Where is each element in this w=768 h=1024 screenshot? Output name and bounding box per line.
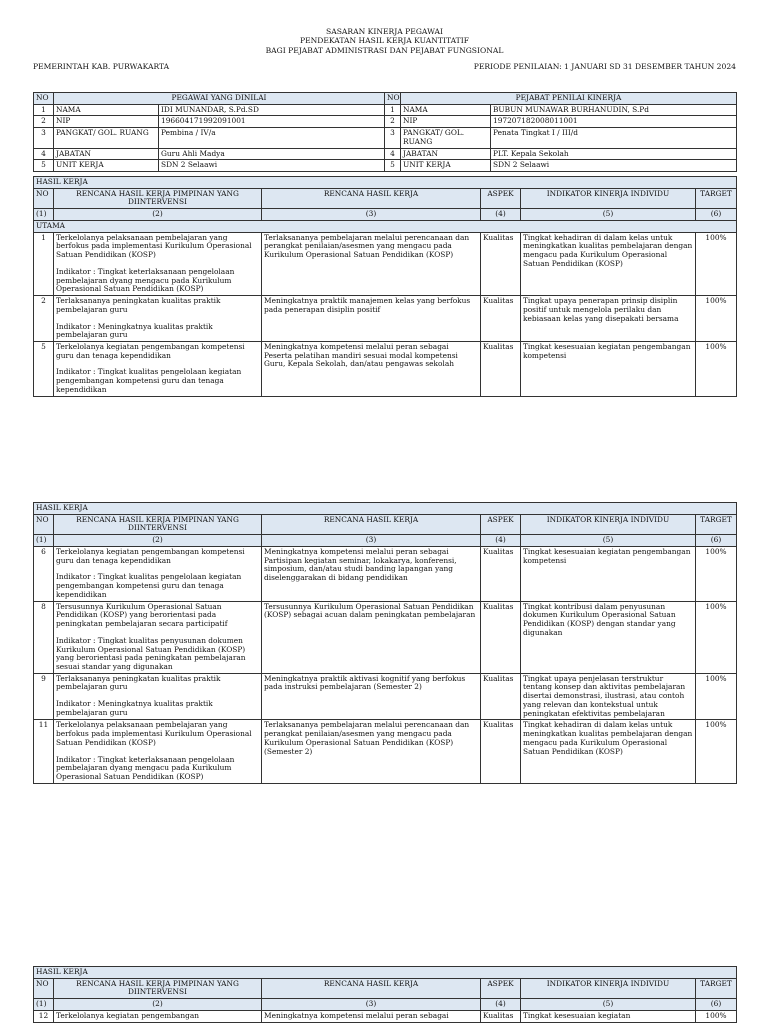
indicator-cell: Tingkat kehadiran di dalam kelas untuk meningkatkan kualitas pembelajaran dengan mengacu pada Kurikulum Operasional Satuan Pendidikan (KOSP) xyxy=(521,232,696,295)
doc-title-line-3: BAGI PEJABAT ADMINISTRASI DAN PEJABAT FUNGSIONAL xyxy=(265,45,504,55)
col-aspect-header: ASPEK xyxy=(481,978,521,998)
col-number: (5) xyxy=(521,535,696,547)
col-indicator-header: INDIKATOR KINERJA INDIVIDU xyxy=(521,978,696,998)
table-row xyxy=(34,1010,737,1022)
assessor-value: SDN 2 Selaawi xyxy=(491,160,737,172)
col-number: (6) xyxy=(696,535,737,547)
agency-label: PEMERINTAH KAB. PURWAKARTA xyxy=(33,62,170,72)
indicator-cell: Tingkat kesesuaian kegiatan pengembangan kompetensi xyxy=(521,546,696,601)
leader-plan-indicator: Indikator : Tingkat kualitas pengelolaan kegiatan pengembangan kompetensi guru dan tenaga kependidikan xyxy=(56,367,242,394)
leader-plan-text: Terkelolanya kegiatan pengembangan xyxy=(56,1010,199,1020)
leader-plan-text: Terkelolanya kegiatan pengembangan kompetensi guru dan tenaga kependidikan xyxy=(56,342,245,360)
plan-cell: Tersusunnya Kurikulum Operasional Satuan Pendidikan (KOSP) sebagai acuan dalam peningkatan pembelajaran xyxy=(262,601,481,673)
col-aspect-header: ASPEK xyxy=(481,188,521,208)
row-number: 12 xyxy=(34,1010,54,1022)
identity-field-label-2: UNIT KERJA xyxy=(401,160,491,172)
work-result-table xyxy=(33,176,737,397)
leader-plan-cell xyxy=(54,673,262,720)
assessor-value: 197207182008011001 xyxy=(491,116,737,128)
subsection-utama: UTAMA xyxy=(34,220,737,232)
col-plan-header: RENCANA HASIL KERJA xyxy=(262,514,481,534)
col-aspect-header: ASPEK xyxy=(481,514,521,534)
identity-field-label: UNIT KERJA xyxy=(54,160,159,172)
col-number: (1) xyxy=(34,999,54,1011)
identity-row-number-2: 5 xyxy=(385,160,401,172)
target-cell: 100% xyxy=(696,296,737,342)
identity-row-number: 1 xyxy=(34,104,54,116)
assessor-value: Penata Tingkat I / III/d xyxy=(491,128,737,148)
employee-value: Guru Ahli Madya xyxy=(159,148,385,160)
col-indicator-header: INDIKATOR KINERJA INDIVIDU xyxy=(521,514,696,534)
leader-plan-text: Terkelolanya pelaksanaan pembelajaran yang berfokus pada implementasi Kurikulum Operasional Satuan Pendidikan (KOSP) xyxy=(56,232,252,260)
table-row xyxy=(34,232,737,295)
identity-row-number: 3 xyxy=(34,128,54,148)
leader-plan-text: Terkelolanya kegiatan pengembangan kompetensi guru dan tenaga kependidikan xyxy=(56,546,245,565)
leader-plan-cell xyxy=(54,1010,262,1022)
identity-row-number: 5 xyxy=(34,160,54,172)
indicator-cell: Tingkat kesesuaian kegiatan xyxy=(521,1010,696,1022)
leader-plan-indicator: Indikator : Tingkat kualitas pengelolaan kegiatan pengembangan kompetensi guru dan tenaga kependidikan xyxy=(56,572,242,599)
aspect-cell: Kualitas xyxy=(481,1010,521,1022)
col-number: (3) xyxy=(262,535,481,547)
col-plan-header: RENCANA HASIL KERJA xyxy=(262,978,481,998)
aspect-cell: Kualitas xyxy=(481,232,521,295)
table-row xyxy=(34,296,737,342)
row-number: 11 xyxy=(34,720,54,783)
doc-title-line-1: SASARAN KINERJA PEGAWAI xyxy=(326,27,443,36)
identity-field-label-2: NIP xyxy=(401,116,491,128)
col-number: (3) xyxy=(262,209,481,221)
col-plan-header: RENCANA HASIL KERJA xyxy=(262,188,481,208)
target-cell: 100% xyxy=(696,720,737,783)
assessor-value: PLT. Kepala Sekolah xyxy=(491,148,737,160)
leader-plan-text: Terlaksananya peningkatan kualitas praktik pembelajaran guru xyxy=(56,673,221,692)
plan-cell: Terlaksananya pembelajaran melalui perencanaan dan perangkat penilaian/asesmen yang mengacu pada Kurikulum Operasional Satuan Pendidikan (KOSP) xyxy=(262,232,481,295)
plan-cell: Meningkatnya praktik manajemen kelas yang berfokus pada penerapan disiplin positif xyxy=(262,296,481,342)
plan-cell: Meningkatnya kompetensi melalui peran sebagai Partisipan kegiatan seminar, lokakarya, konferensi, simposium, dan/atau studi banding lapangan yang diselenggarakan di bidang pendidikan xyxy=(262,546,481,601)
identity-no-header-2: NO xyxy=(385,93,401,105)
identity-row-number: 4 xyxy=(34,148,54,160)
employee-value: 196604171992091001 xyxy=(159,116,385,128)
col-number: (4) xyxy=(481,999,521,1011)
work-result-table xyxy=(33,502,737,784)
col-number: (2) xyxy=(54,535,262,547)
leader-plan-cell xyxy=(54,342,262,397)
leader-plan-cell xyxy=(54,232,262,295)
identity-row-number-2: 2 xyxy=(385,116,401,128)
plan-cell: Meningkatnya kompetensi melalui peran sebagai xyxy=(262,1010,481,1022)
row-number: 6 xyxy=(34,546,54,601)
col-number: (5) xyxy=(521,999,696,1011)
identity-row xyxy=(34,104,737,116)
assessor-value: BUBUN MUNAWAR BURHANUDIN, S.Pd xyxy=(491,104,737,116)
aspect-cell: Kualitas xyxy=(481,673,521,720)
work-result-table xyxy=(33,966,737,1023)
leader-plan-indicator: Indikator : Tingkat keterlaksanaan pengelolaan pembelajaran dyang mengacu pada Kurikulum Operasional Satuan Pendidikan (KOSP) xyxy=(56,754,235,782)
identity-row-number: 2 xyxy=(34,116,54,128)
employee-value: Pembina / IV/a xyxy=(159,128,385,148)
leader-plan-cell xyxy=(54,601,262,673)
identity-row-number-2: 1 xyxy=(385,104,401,116)
col-target-header: TARGET xyxy=(696,188,737,208)
identity-field-label: NAMA xyxy=(54,104,159,116)
col-number: (2) xyxy=(54,999,262,1011)
section-title: HASIL KERJA xyxy=(34,177,737,189)
identity-field-label: JABATAN xyxy=(54,148,159,160)
col-number: (3) xyxy=(262,999,481,1011)
table-row xyxy=(34,720,737,783)
table-row xyxy=(34,342,737,397)
assessor-header: PEJABAT PENILAI KINERJA xyxy=(401,93,737,105)
work-result-block xyxy=(33,502,736,784)
col-number: (6) xyxy=(696,999,737,1011)
employee-header: PEGAWAI YANG DINILAI xyxy=(54,93,385,105)
col-number: (4) xyxy=(481,535,521,547)
aspect-cell: Kualitas xyxy=(481,601,521,673)
doc-title-line-2: PENDEKATAN HASIL KERJA KUANTITATIF xyxy=(299,36,469,46)
indicator-cell: Tingkat kontribusi dalam penyusunan dokumen Kurikulum Operasional Satuan Pendidikan (KOSP) dengan standar yang digunakan xyxy=(521,601,696,673)
col-target-header: TARGET xyxy=(696,978,737,998)
aspect-cell: Kualitas xyxy=(481,546,521,601)
indicator-cell: Tingkat upaya penjelasan terstruktur tentang konsep dan aktivitas pembelajaran disertai demonstrasi, ilustrasi, atau contoh yang relevan dan kontekstual untuk peningkatan efektivitas pembelajaran xyxy=(521,673,696,720)
col-indicator-header: INDIKATOR KINERJA INDIVIDU xyxy=(521,188,696,208)
col-number: (2) xyxy=(54,209,262,221)
table-row xyxy=(34,546,737,601)
plan-cell: Meningkatnya praktik aktivasi kognitif yang berfokus pada instruksi pembelajaran (Semester 2) xyxy=(262,673,481,720)
section-title: HASIL KERJA xyxy=(34,967,737,979)
identity-row xyxy=(34,116,737,128)
target-cell: 100% xyxy=(696,232,737,295)
col-target-header: TARGET xyxy=(696,514,737,534)
col-leader-plan-header: RENCANA HASIL KERJA PIMPINAN YANG DIINTERVENSI xyxy=(54,188,262,208)
table-row xyxy=(34,601,737,673)
col-number: (5) xyxy=(521,209,696,221)
aspect-cell: Kualitas xyxy=(481,342,521,397)
work-result-block xyxy=(33,966,736,1023)
identity-row xyxy=(34,148,737,160)
col-no-header: NO xyxy=(34,188,54,208)
col-number: (4) xyxy=(481,209,521,221)
aspect-cell: Kualitas xyxy=(481,720,521,783)
col-number: (6) xyxy=(696,209,737,221)
identity-row-number-2: 4 xyxy=(385,148,401,160)
leader-plan-text: Tersusunnya Kurikulum Operasional Satuan Pendidikan (KOSP) yang berorientasi pada peningkatan pembelajaran secara participatif xyxy=(56,601,228,629)
target-cell: 100% xyxy=(696,342,737,397)
target-cell: 100% xyxy=(696,673,737,720)
identity-field-label: NIP xyxy=(54,116,159,128)
indicator-cell: Tingkat kehadiran di dalam kelas untuk meningkatkan kualitas pembelajaran dengan mengacu pada Kurikulum Operasional Satuan Pendidikan (KOSP) xyxy=(521,720,696,783)
col-number: (1) xyxy=(34,209,54,221)
employee-value: SDN 2 Selaawi xyxy=(159,160,385,172)
plan-cell: Terlaksananya pembelajaran melalui perencanaan dan perangkat penilaian/asesmen yang mengacu pada Kurikulum Operasional Satuan Pendidikan (KOSP) (Semester 2) xyxy=(262,720,481,783)
plan-cell: Meningkatnya kompetensi melalui peran sebagai Peserta pelatihan mandiri sesuai modal kompetensi Guru, Kepala Sekolah, dan/atau pengawas sekolah xyxy=(262,342,481,397)
leader-plan-indicator: Indikator : Meningkatnya kualitas praktik pembelajaran guru xyxy=(56,321,213,340)
leader-plan-indicator: Indikator : Tingkat kualitas penyusunan dokumen Kurikulum Operasional Satuan Pendidikan (KOSP) yang berorientasi pada peningkatan pembelajaran sesuai standar yang digunakan xyxy=(56,635,246,672)
identity-field-label-2: NAMA xyxy=(401,104,491,116)
identity-field-label: PANGKAT/ GOL. RUANG xyxy=(54,128,159,148)
identity-field-label-2: PANGKAT/ GOL. RUANG xyxy=(401,128,491,148)
document-header xyxy=(33,27,736,72)
col-number: (1) xyxy=(34,535,54,547)
section-title: HASIL KERJA xyxy=(34,503,737,515)
identity-row xyxy=(34,128,737,148)
work-result-block xyxy=(33,176,736,397)
col-no-header: NO xyxy=(34,514,54,534)
leader-plan-indicator: Indikator : Meningkatnya kualitas praktik pembelajaran guru xyxy=(56,699,213,717)
period-label: PERIODE PENILAIAN: 1 JANUARI SD 31 DESEMBER TAHUN 2024 xyxy=(473,62,736,72)
leader-plan-text: Terlaksananya peningkatan kualitas praktik pembelajaran guru xyxy=(56,296,221,314)
row-number: 5 xyxy=(34,342,54,397)
identity-table xyxy=(33,92,737,172)
col-leader-plan-header: RENCANA HASIL KERJA PIMPINAN YANG DIINTERVENSI xyxy=(54,514,262,534)
indicator-cell: Tingkat kesesuaian kegiatan pengembangan kompetensi xyxy=(521,342,696,397)
target-cell: 100% xyxy=(696,546,737,601)
table-row xyxy=(34,673,737,720)
leader-plan-text: Terkelolanya pelaksanaan pembelajaran yang berfokus pada implementasi Kurikulum Operasional Satuan Pendidikan (KOSP) xyxy=(56,720,252,747)
identity-row-number-2: 3 xyxy=(385,128,401,148)
identity-no-header: NO xyxy=(34,93,54,105)
aspect-cell: Kualitas xyxy=(481,296,521,342)
target-cell: 100% xyxy=(696,601,737,673)
row-number: 2 xyxy=(34,296,54,342)
target-cell: 100% xyxy=(696,1010,737,1022)
leader-plan-indicator: Indikator : Tingkat keterlaksanaan pengelolaan pembelajaran dyang mengacu pada Kurikulum Operasional Satuan Pendidikan (KOSP) xyxy=(56,266,235,294)
leader-plan-cell xyxy=(54,720,262,783)
identity-row xyxy=(34,160,737,172)
identity-field-label-2: JABATAN xyxy=(401,148,491,160)
indicator-cell: Tingkat upaya penerapan prinsip disiplin positif untuk mengelola perilaku dan kebiasaan kelas yang disepakati bersama xyxy=(521,296,696,342)
leader-plan-cell xyxy=(54,546,262,601)
col-leader-plan-header: RENCANA HASIL KERJA PIMPINAN YANG DIINTERVENSI xyxy=(54,978,262,998)
row-number: 1 xyxy=(34,232,54,295)
row-number: 9 xyxy=(34,673,54,720)
employee-value: IDI MUNANDAR, S.Pd.SD xyxy=(159,104,385,116)
row-number: 8 xyxy=(34,601,54,673)
col-no-header: NO xyxy=(34,978,54,998)
leader-plan-cell xyxy=(54,296,262,342)
